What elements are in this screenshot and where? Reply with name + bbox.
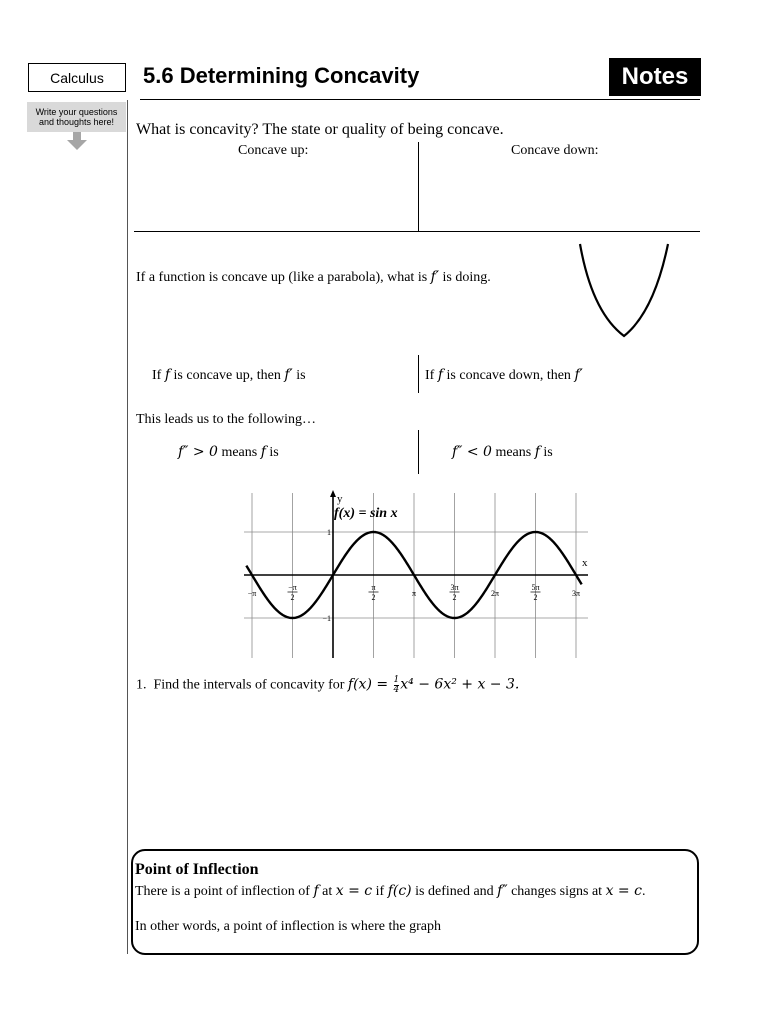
- inf-xc2: x = c: [605, 883, 642, 899]
- x-tick-label-denominator: 2: [371, 593, 376, 602]
- concavity-question: What is concavity? The state or quality of being concave.: [136, 121, 504, 138]
- if-divider: [418, 355, 419, 393]
- if-down-a: If: [425, 368, 438, 383]
- inf-end: .: [641, 884, 646, 899]
- problem-1: [136, 676, 519, 695]
- neg-means: means: [491, 445, 535, 460]
- if-up-a: If: [152, 368, 165, 383]
- concave-down-label: Concave down:: [511, 143, 599, 158]
- inf-d: is defined and: [411, 884, 498, 899]
- fpp-gt-zero: f″ > 0: [178, 444, 218, 460]
- if-up-b: is concave up, then: [170, 368, 285, 383]
- neg-f: f: [534, 444, 540, 460]
- if-up-fp: f′: [284, 367, 293, 383]
- if-concave-up-statement: [152, 367, 306, 384]
- concave-up-label: Concave up:: [238, 143, 309, 158]
- margin-rule: [127, 100, 128, 954]
- second-derivative-positive: [178, 444, 279, 461]
- x-tick-label: 3π: [571, 589, 581, 598]
- derivative-question: [136, 269, 491, 286]
- x-tick-label-denominator: 2: [533, 593, 538, 602]
- if-up-c: is: [292, 368, 306, 383]
- down-arrow-icon: [66, 132, 88, 150]
- derivative-question-prefix: If a function is concave up (like a parabola), what is: [136, 270, 431, 285]
- title-rule: [140, 99, 700, 100]
- problem-1-lhs: f(x) =: [347, 676, 393, 693]
- graph-function-label: f(x) = sin x: [334, 506, 398, 521]
- parabola-sketch: [574, 240, 674, 342]
- pos-is: is: [265, 445, 279, 460]
- pos-f: f: [260, 444, 266, 460]
- notes-badge: Notes: [609, 58, 701, 96]
- inf-fpp: f″: [497, 883, 508, 899]
- if-down-b: is concave down, then: [443, 368, 575, 383]
- neg-is: is: [539, 445, 553, 460]
- inf-a: There is a point of inflection of: [135, 884, 314, 899]
- leads-text: This leads us to the following…: [136, 412, 317, 427]
- fpp-lt-zero: f″ < 0: [452, 444, 492, 460]
- x-tick-label: π: [371, 583, 376, 592]
- second-derivative-divider: [418, 430, 419, 474]
- x-tick-label-denominator: 2: [290, 593, 295, 602]
- y-tick-label: 1: [327, 528, 331, 537]
- problem-1-text: Find the intervals of concavity for: [153, 677, 348, 693]
- inflection-definition: [135, 883, 645, 900]
- inf-fc: f(c): [387, 883, 412, 899]
- inflection-title: Point of Inflection: [135, 861, 259, 878]
- x-axis-label: x: [582, 557, 588, 569]
- x-tick-label: −π: [288, 583, 297, 592]
- concavity-rule: [134, 231, 700, 232]
- if-up-f: f: [164, 367, 171, 383]
- x-tick-label: π: [411, 589, 417, 598]
- x-tick-label: 3π: [450, 583, 459, 592]
- x-tick-label: −π: [247, 589, 257, 598]
- x-tick-label: 5π: [531, 583, 540, 592]
- if-concave-down-statement: [425, 367, 583, 384]
- margin-note: Write your questions and thoughts here!: [27, 102, 126, 132]
- course-label: Calculus: [28, 63, 126, 92]
- y-tick-label: −1: [322, 614, 331, 623]
- problem-1-number: 1.: [136, 677, 147, 693]
- inflection-restatement: In other words, a point of inflection is where the graph: [135, 919, 441, 934]
- second-derivative-negative: [452, 444, 553, 461]
- page-title: 5.6 Determining Concavity: [143, 63, 420, 88]
- problem-1-fraction: [394, 676, 400, 695]
- y-axis-arrowhead: [330, 490, 336, 497]
- graph-axes: [244, 490, 588, 658]
- inf-b: at: [318, 884, 336, 899]
- if-down-fp: f′: [574, 367, 583, 383]
- x-tick-label: 2π: [490, 589, 500, 598]
- fraction-denominator: 4: [393, 685, 400, 695]
- x-tick-label-denominator: 2: [452, 593, 457, 602]
- if-down-f: f: [437, 367, 444, 383]
- inf-c: if: [372, 884, 388, 899]
- pos-means: means: [217, 445, 261, 460]
- concavity-divider: [418, 142, 419, 232]
- inf-xc: x = c: [335, 883, 373, 899]
- inf-f: f: [313, 883, 319, 899]
- sine-graph: [236, 488, 596, 660]
- y-axis-label: y: [337, 493, 343, 505]
- f-prime-symbol: f′: [430, 269, 440, 285]
- problem-1-rhs: x⁴ − 6x² + x − 3.: [400, 676, 520, 693]
- derivative-question-suffix: is doing.: [439, 270, 491, 285]
- inf-e: changes signs at: [507, 884, 606, 899]
- fraction-numerator: 1: [393, 675, 400, 685]
